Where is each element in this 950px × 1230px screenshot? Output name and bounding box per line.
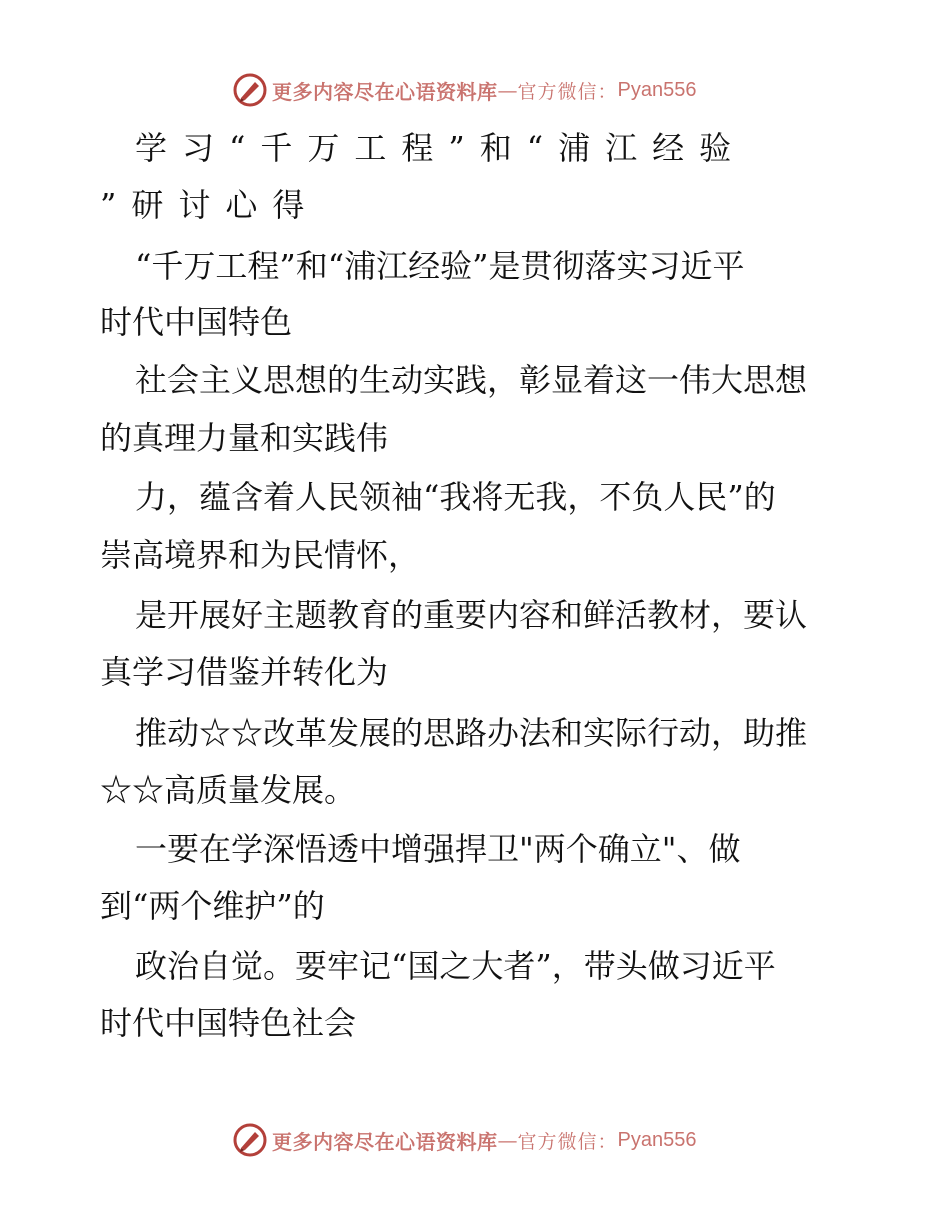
- document-title-line1: [135, 128, 746, 168]
- body-line-2: 时代中国特色: [100, 303, 293, 341]
- pen-logo-icon: [232, 72, 268, 108]
- body-line-3: 社会主义思想的生动实践，彰显着这一伟大思想: [135, 361, 808, 399]
- title-text: 学习“千万工程”和“浦江经验: [135, 129, 747, 167]
- body-line-6: 崇高境界和为民情怀，: [100, 536, 421, 574]
- body-line-12: 到“两个维护”的: [100, 887, 325, 925]
- body-line-10: ☆☆高质量发展。: [100, 771, 357, 809]
- body-line-1: “千万工程”和“浦江经验”是贯彻落实习近平: [135, 247, 745, 285]
- footer-separator: —: [497, 1128, 518, 1152]
- banner-handle: Pyan556: [617, 78, 697, 101]
- body-line-4: 的真理力量和实践伟: [100, 419, 389, 457]
- banner-label: 官方微信：: [517, 80, 618, 103]
- footer-site-text: 更多内容尽在心语资料库: [272, 1129, 498, 1154]
- banner-site-text: 更多内容尽在心语资料库: [272, 79, 498, 104]
- footer-banner: [232, 1120, 696, 1160]
- body-line-7: 是开展好主题教育的重要内容和鲜活教材，要认: [135, 596, 808, 634]
- body-line-8: 真学习借鉴并转化为: [100, 653, 389, 691]
- footer-label: 官方微信：: [517, 1130, 618, 1153]
- body-line-9: 推动☆☆改革发展的思路办法和实际行动，助推: [135, 714, 808, 752]
- document-title-line2: ”研讨心得: [100, 186, 320, 224]
- body-line-13: 政治自觉。要牢记“国之大者”，带头做习近平: [135, 947, 776, 985]
- body-line-11: 一要在学深悟透中增强捍卫"两个确立"、做: [135, 830, 741, 868]
- banner-separator: —: [497, 78, 518, 102]
- pen-logo-icon: [232, 1122, 268, 1158]
- header-banner: [232, 70, 696, 110]
- footer-handle: Pyan556: [617, 1128, 697, 1151]
- body-line-5: 力，蕴含着人民领袖“我将无我，不负人民”的: [135, 478, 776, 516]
- body-line-14: 时代中国特色社会: [100, 1004, 357, 1042]
